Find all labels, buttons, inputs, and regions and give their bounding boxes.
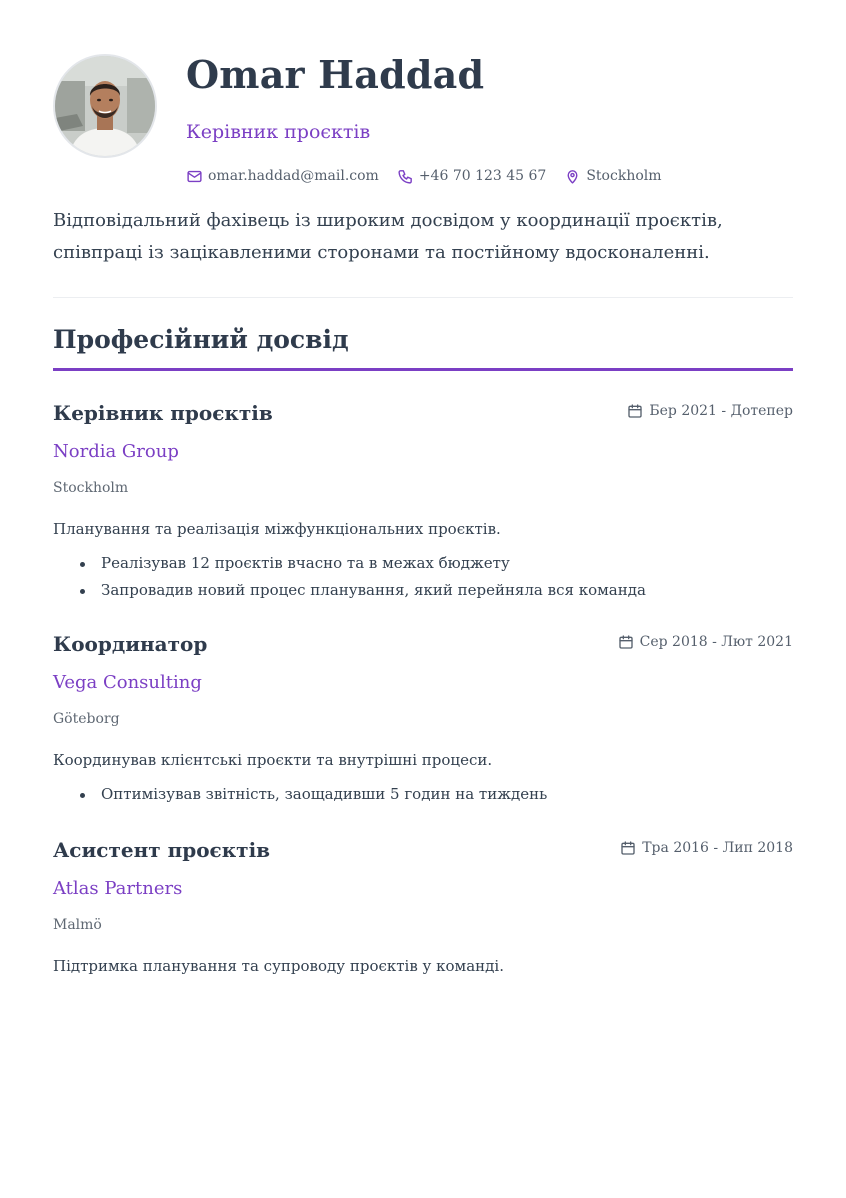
- job-location: Stockholm: [53, 480, 129, 496]
- contact-location: [564, 168, 661, 185]
- job-description: Підтримка планування та супроводу проєктів у команді.: [53, 957, 504, 975]
- experience-entry: [53, 399, 793, 609]
- job-company: Nordia Group: [53, 441, 179, 462]
- email-text: omar.haddad@mail.com: [208, 168, 379, 184]
- job-description: Планування та реалізація міжфункціональних проєктів.: [53, 520, 501, 538]
- contact-phone[interactable]: [397, 168, 547, 185]
- candidate-title: Керівник проєктів: [186, 121, 371, 143]
- achievement-item: Запровадив новий процес планування, який перейняла вся команда: [53, 577, 646, 604]
- profile-summary: Відповідальний фахівець із широким досвідом у координації проєктів, співпраці із зацікавленими сторонами та постійному вдосконаленні.: [53, 210, 723, 263]
- job-company: Atlas Partners: [53, 878, 183, 899]
- experience-entry: [53, 630, 793, 815]
- job-location: Malmö: [53, 917, 102, 933]
- location-text: Stockholm: [586, 168, 662, 184]
- job-achievements: [53, 781, 547, 808]
- job-dates: [627, 401, 793, 421]
- section-title-experience: Професійний досвід: [53, 325, 349, 354]
- section-underline: [53, 368, 793, 371]
- job-role: Координатор: [53, 632, 208, 656]
- job-dates-text: Бер 2021 - Дотепер: [649, 403, 793, 419]
- resume-page: [53, 0, 793, 1198]
- map-pin-icon: [564, 168, 581, 185]
- achievement-item: Оптимізував звітність, заощадивши 5 годин на тиждень: [53, 781, 547, 808]
- calendar-icon: [618, 634, 634, 650]
- achievement-item: Реалізував 12 проєктів вчасно та в межах бюджету: [53, 550, 646, 577]
- job-dates-text: Тра 2016 - Лип 2018: [642, 840, 793, 856]
- header-divider: [53, 297, 793, 298]
- avatar: [53, 54, 157, 158]
- job-role: Асистент проєктів: [53, 838, 271, 862]
- job-role: Керівник проєктів: [53, 401, 273, 425]
- phone-icon: [397, 168, 414, 185]
- job-location: Göteborg: [53, 711, 120, 727]
- calendar-icon: [620, 840, 636, 856]
- job-achievements: [53, 550, 646, 604]
- job-description: Координував клієнтські проєкти та внутрішні процеси.: [53, 751, 493, 769]
- job-dates: [618, 632, 793, 652]
- contact-row: [186, 164, 662, 188]
- contact-email[interactable]: [186, 168, 379, 185]
- job-dates: [620, 838, 793, 858]
- candidate-name: Omar Haddad: [186, 52, 485, 97]
- experience-entry: [53, 836, 793, 986]
- job-dates-text: Сер 2018 - Лют 2021: [639, 634, 793, 650]
- mail-icon: [186, 168, 203, 185]
- job-company: Vega Consulting: [53, 672, 202, 693]
- phone-text: +46 70 123 45 67: [418, 168, 547, 184]
- calendar-icon: [627, 403, 643, 419]
